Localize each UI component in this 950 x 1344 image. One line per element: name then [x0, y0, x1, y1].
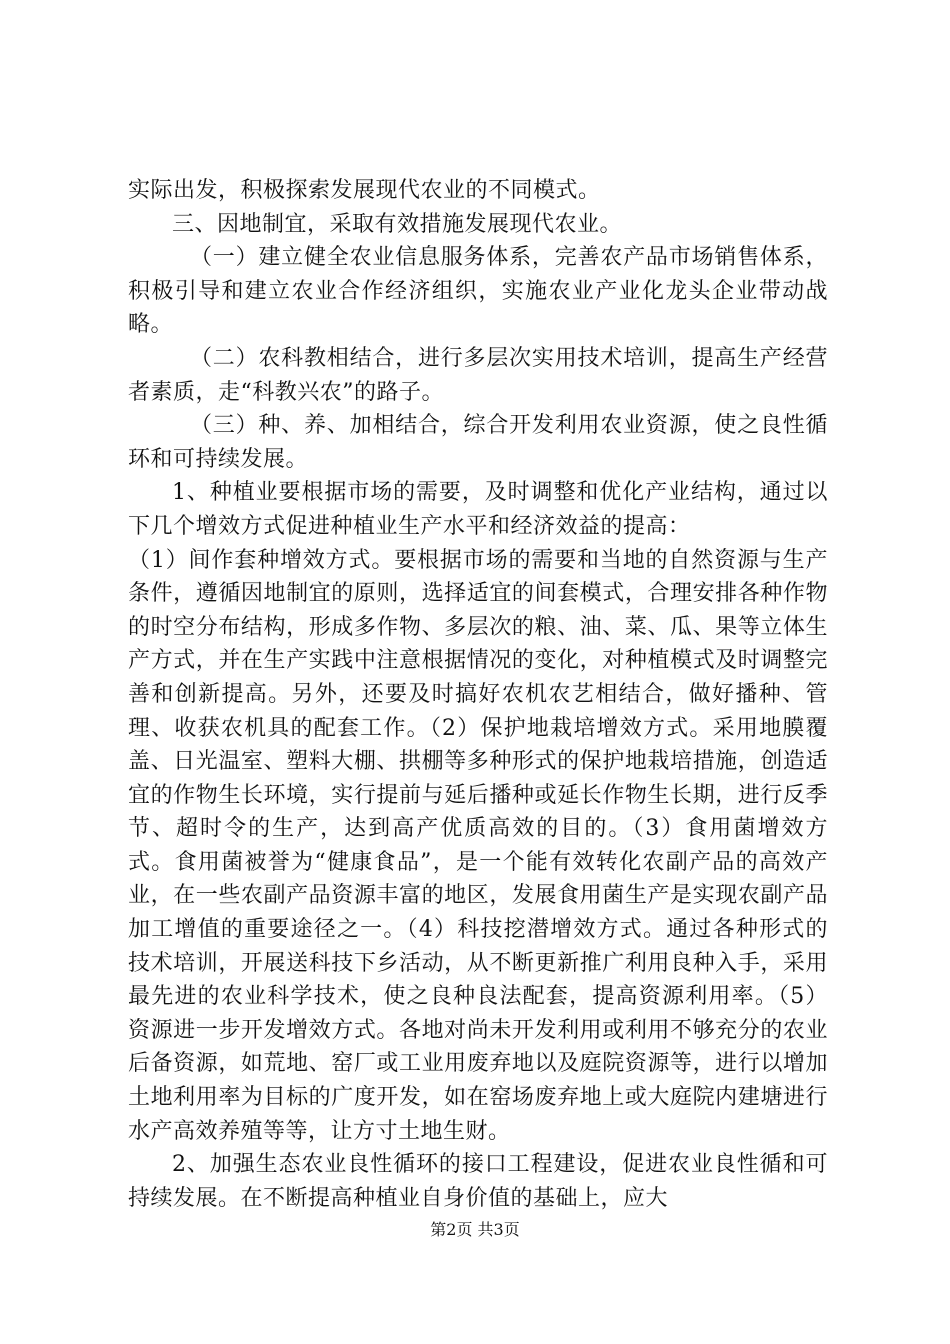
paragraph-item-one: （一）建立健全农业信息服务体系，完善农产品市场销售体系，积极引导和建立农业合作经济组织，实施农业产业化龙头企业带动战略。: [128, 245, 828, 338]
paragraph-item-two: （二）农科教相结合，进行多层次实用技术培训，提高生产经营者素质，走“科教兴农”的路子。: [128, 345, 828, 405]
paragraph-item-three: （三）种、养、加相结合，综合开发利用农业资源，使之良性循环和可持续发展。: [128, 413, 828, 472]
paragraph-methods: （1）间作套种增效方式。要根据市场的需要和当地的自然资源与生产条件，遵循因地制宜的原则，选择适宜的间套模式，合理安排各种作物的时空分布结构，形成多作物、多层次的粮、油、菜、瓜、果等立体生产方式，并在生产实践中注意根据情况的变化，对种植模式及时调整完善和创新提高。另外，还要及时搞好农机农艺相结合，做好播种、管理、收获农机具的配套工作。（2）保护地栽培增效方式。采用地膜覆盖、日光温室、塑料大棚、拱棚等多种形式的保护地栽培措施，创造适宜的作物生长环境，实行提前与延后播种或延长作物生长期，进行反季节、超时令的生产，达到高产优质高效的目的。（3）食用菌增效方式。食用菌被誉为“健康食品”，是一个能有效转化农副产品的高效产业，在一些农副产品资源丰富的地区，发展食用菌生产是实现农副产品加工增值的重要途径之一。（4）科技挖潜增效方式。通过各种形式的技术培训，开展送科技下乡活动，从不断更新推广利用良种入手，采用最先进的农业科学技术，使之良种良法配套，提高资源利用率。（5）资源进一步开发增效方式。各地对尚未开发利用或利用不够充分的农业后备资源，如荒地、窑厂或工业用废弃地以及庭院资源等，进行以增加土地利用率为目标的广度开发，如在窑场废弃地上或大庭院内建塘进行水产高效养殖等等，让方寸土地生财。: [128, 547, 828, 1144]
paragraph-planting: 1、种植业要根据市场的需要，及时调整和优化产业结构，通过以下几个增效方式促进种植业生产水平和经济效益的提高：: [128, 480, 828, 539]
paragraph-ecology: 2、加强生态农业良性循环的接口工程建设，促进农业良性循和可持续发展。在不断提高种植业自身价值的基础上，应大: [128, 1152, 828, 1211]
paragraph-continuation: 实际出发，积极探索发展现代农业的不同模式。: [128, 178, 601, 203]
page-number-footer: 第2页 共3页: [430, 1220, 520, 1239]
document-body: [128, 174, 828, 1215]
section-heading-three: 三、因地制宜，采取有效措施发展现代农业。: [172, 211, 623, 237]
